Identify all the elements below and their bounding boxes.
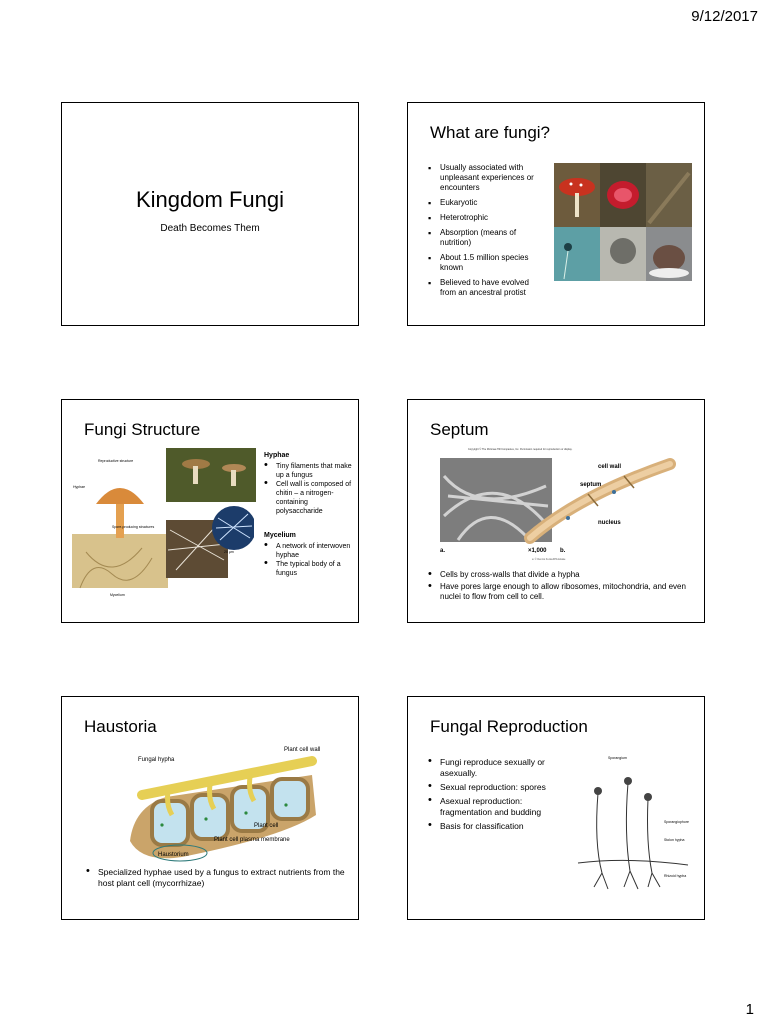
bullet-list <box>428 570 698 602</box>
mushroom-cluster-photo <box>166 448 256 502</box>
bullet-item: ▪ Usually associated with unpleasant experiences or encounters <box>428 163 546 193</box>
hyphae-heading: Hyphae <box>264 452 290 459</box>
page-number: 1 <box>745 1001 754 1018</box>
mycelium-bullets <box>264 542 354 578</box>
label-cell-wall: cell wall <box>598 464 622 470</box>
label-spore-structures: Spore-producing structures <box>112 525 155 529</box>
septum-figure <box>438 456 678 562</box>
slide-title: Haustoria <box>84 717 157 736</box>
bullet-item: • Specialized hyphae used by a fungus to extract nutrients from the host plant cell (mycorrhizae) <box>86 867 356 889</box>
bullet-item: • Sexual reproduction: spores <box>428 782 560 793</box>
hyphae-bullets <box>264 462 354 516</box>
slide-subtitle: Death Becomes Them <box>160 223 260 234</box>
mycelium-heading: Mycelium <box>264 532 296 539</box>
bullet-item: • Cells by cross-walls that divide a hypha <box>428 570 698 580</box>
slide-fungi-structure <box>61 399 359 623</box>
bullet-item: ▪ Eukaryotic <box>428 198 546 208</box>
label-mycelium: Mycelium <box>110 593 125 597</box>
bullet-item: • Cell wall is composed of chitin – a nitrogen-containing polysaccharide <box>264 480 354 516</box>
hyphae-micrograph <box>210 504 254 554</box>
label-haustorium: Haustorium <box>158 852 189 858</box>
bullet-list <box>86 867 356 889</box>
bullet-item: • The typical body of a fungus <box>264 560 354 578</box>
label-reproductive-structure: Reproductive structure <box>98 459 134 463</box>
bullet-item: • Asexual reproduction: fragmentation and budding <box>428 796 560 818</box>
label-plant-cell-wall: Plant cell wall <box>284 747 321 753</box>
bullet-item: ▪ Heterotrophic <box>428 213 546 223</box>
label-plant-cell: Plant cell <box>254 823 279 829</box>
haustoria-diagram <box>122 745 322 863</box>
bullet-item: • Tiny filaments that make up a fungus <box>264 462 354 480</box>
bullet-item: ▪ Believed to have evolved from an ancestral protist <box>428 278 546 298</box>
slide-title: Fungal Reproduction <box>430 717 588 736</box>
bread-mold-diagram <box>568 753 698 893</box>
bullet-item: ▪ About 1.5 million species known <box>428 253 546 273</box>
slide-title: Fungi Structure <box>84 420 201 439</box>
label-magnification: ×1,000 <box>528 548 547 554</box>
bullet-item: • A network of interwoven hyphae <box>264 542 354 560</box>
bullet-item: ▪ Absorption (means of nutrition) <box>428 228 546 248</box>
fungus-anatomy-diagram <box>72 456 168 598</box>
bullet-item: • Fungi reproduce sexually or asexually. <box>428 757 560 779</box>
label-scale: 20 µm <box>224 550 234 554</box>
bullet-item: • Basis for classification <box>428 821 560 832</box>
slide-title: Kingdom Fungi <box>136 187 284 212</box>
slide-fungal-reproduction <box>407 696 705 920</box>
slide-what-are-fungi <box>407 102 705 326</box>
label-septum: septum <box>580 482 602 488</box>
label-b: b. <box>560 548 566 554</box>
bullet-item: • Have pores large enough to allow ribosomes, mitochondria, and even nuclei to flow from cell to cell. <box>428 582 698 602</box>
label-a: a. <box>440 548 446 554</box>
label-stolon: Stolon hypha <box>664 838 685 842</box>
label-sporangiophore: Sporangiophore <box>664 820 689 824</box>
print-date: 9/12/2017 <box>691 8 758 25</box>
label-rhizoid: Rhizoid hypha <box>664 874 687 878</box>
bullet-list <box>428 757 560 832</box>
label-sporangium: Sporangium <box>608 756 627 760</box>
slide-title: Septum <box>430 420 489 439</box>
label-hyphae: Hyphae <box>73 485 86 489</box>
slide-septum <box>407 399 705 623</box>
copyright-note: Copyright © The McGraw-Hill Companies, Inc. Permission required for reproduction or display. <box>468 448 573 451</box>
slide-kingdom-fungi <box>61 102 359 326</box>
slide-haustoria <box>61 696 359 920</box>
fungi-photo-collage <box>554 163 692 281</box>
photo-credit: a: © Dennis Kunkel/Phototake <box>532 558 566 561</box>
slide-title: What are fungi? <box>430 123 551 142</box>
label-fungal-hypha: Fungal hypha <box>138 757 175 763</box>
label-nucleus: nucleus <box>598 520 621 526</box>
bullet-list <box>428 163 546 298</box>
label-plasma-membrane: Plant cell plasma membrane <box>214 837 290 843</box>
